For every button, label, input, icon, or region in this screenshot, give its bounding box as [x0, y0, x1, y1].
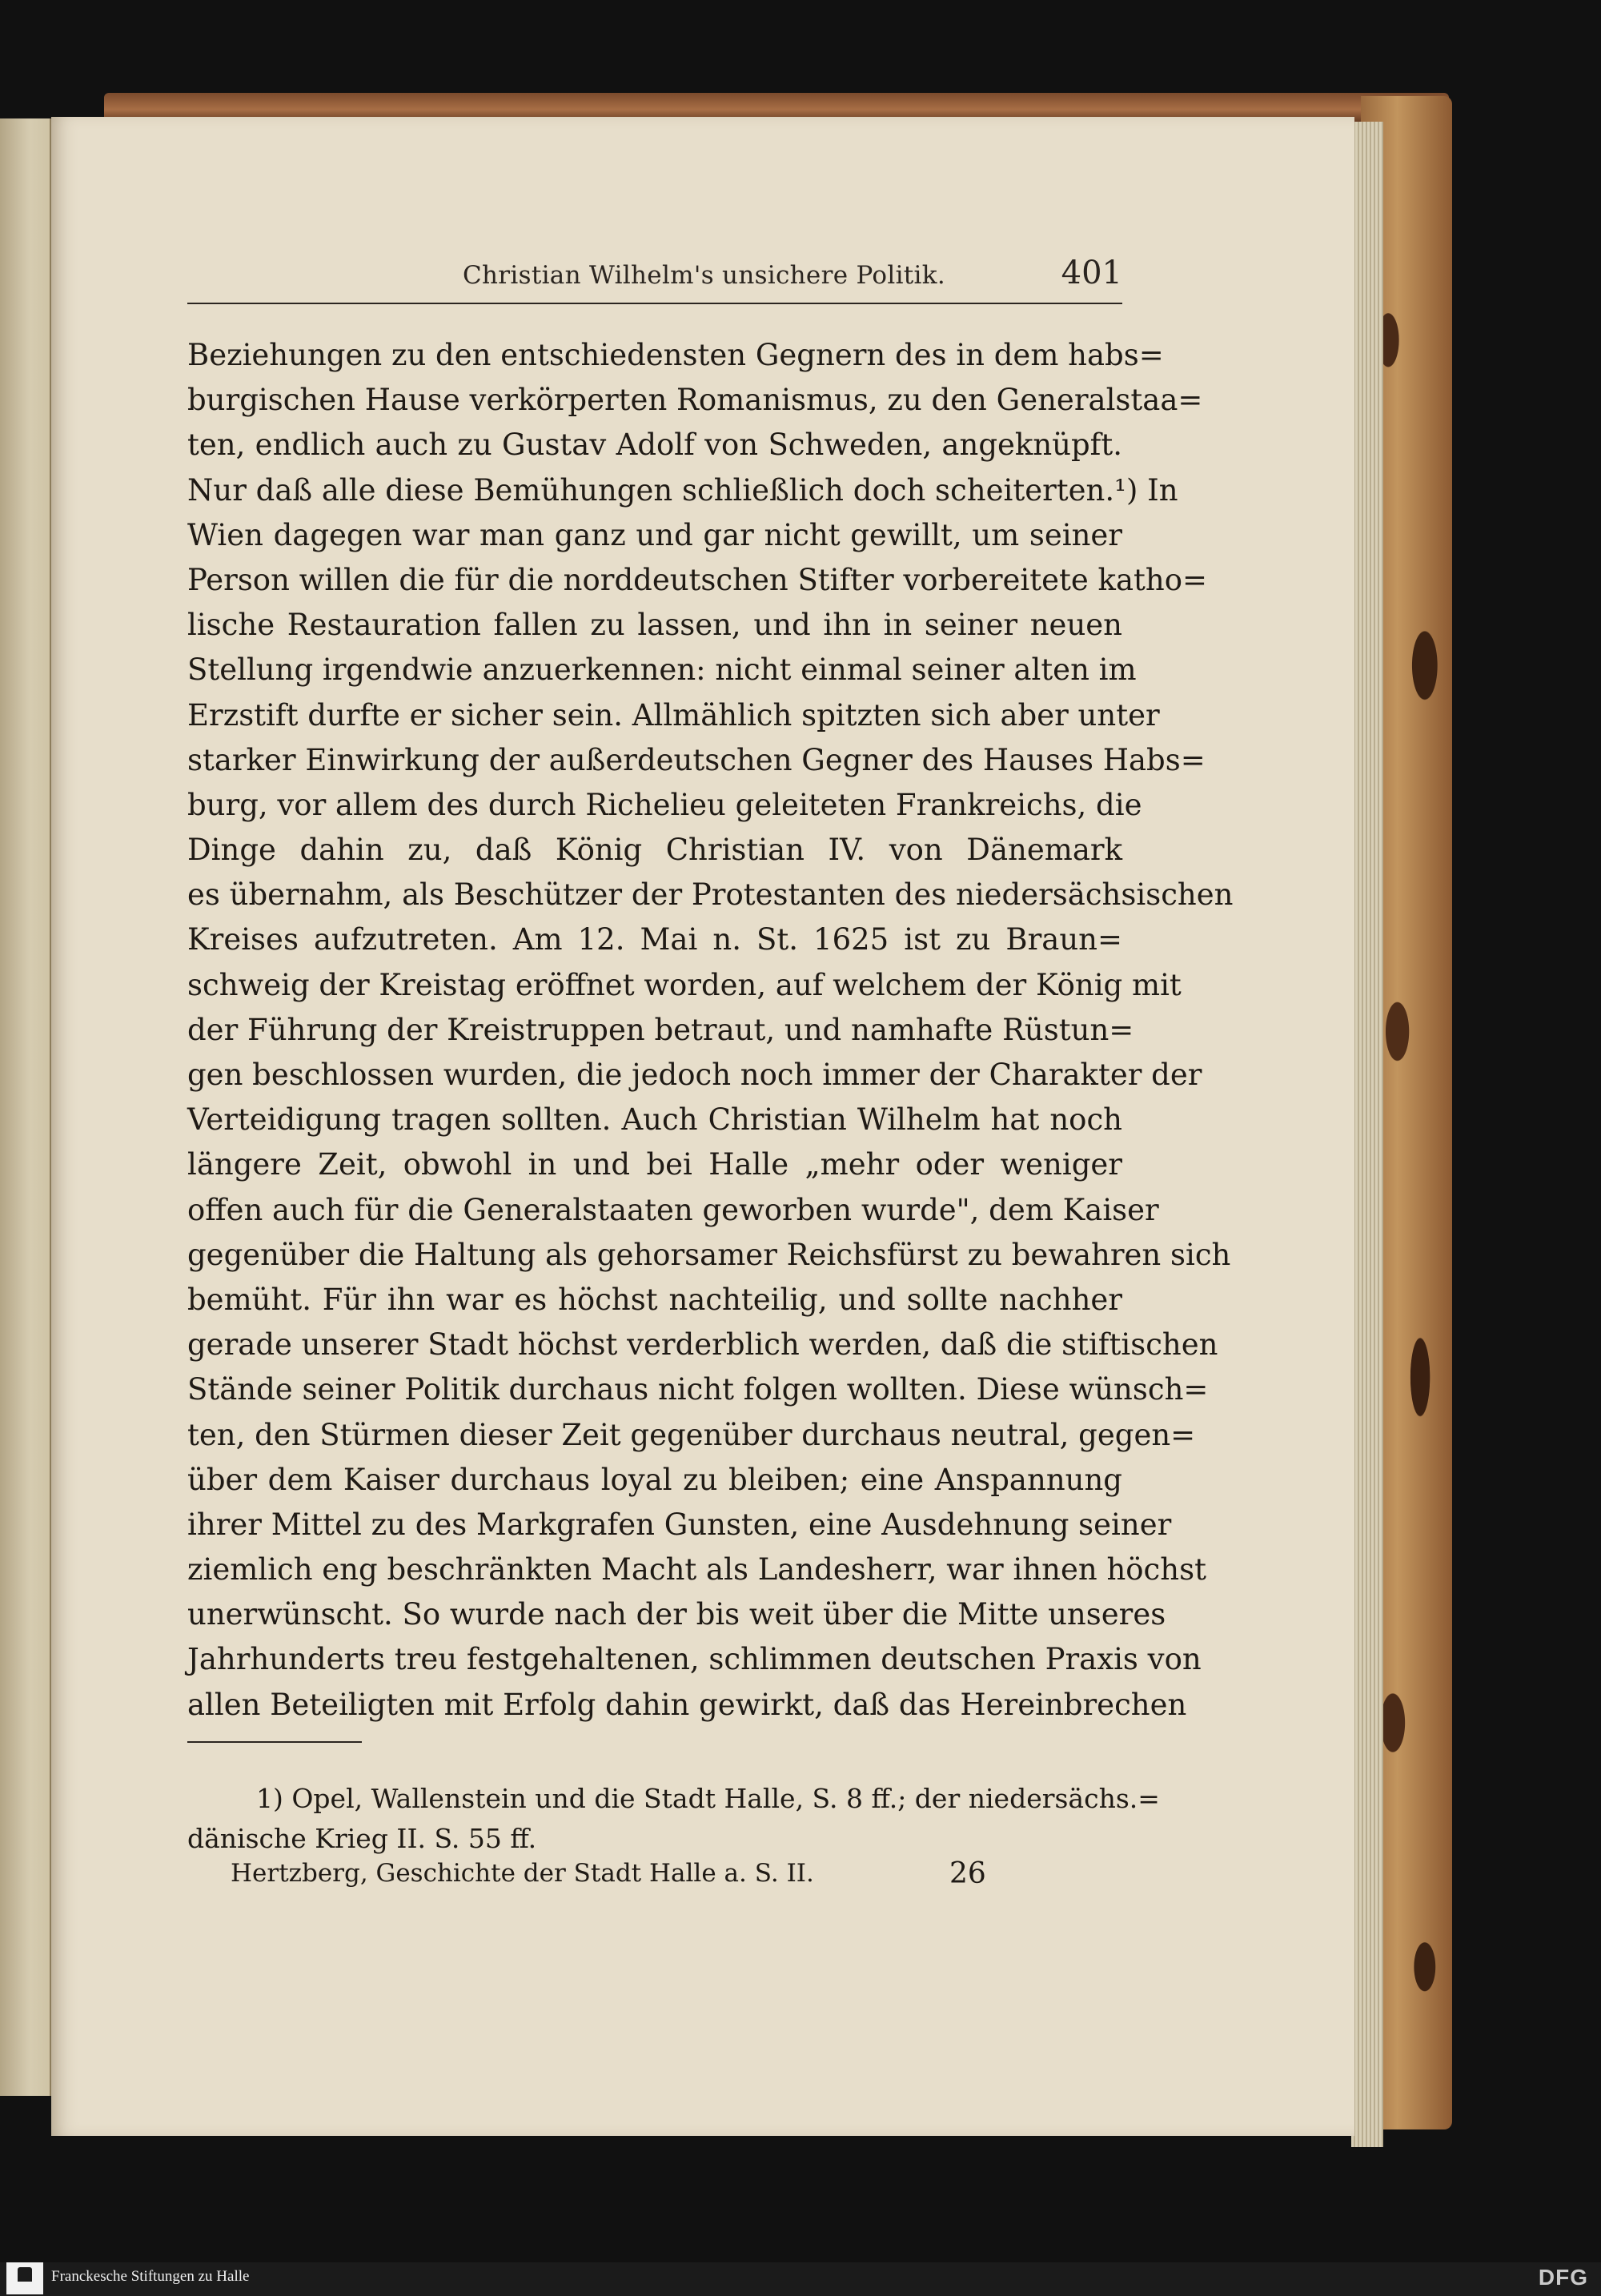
footnote-line: dänische Krieg II. S. 55 ff.: [187, 1823, 537, 1854]
text-line: Verteidigung tragen sollten. Auch Christian Wilhelm hat noch: [187, 1102, 1122, 1138]
page-block-edges: [1351, 122, 1383, 2147]
institution-name: Franckesche Stiftungen zu Halle: [51, 2268, 250, 2285]
text-line: Person willen die für die norddeutschen Stifter vorbereitete katho=: [187, 562, 1208, 597]
text-line: schweig der Kreistag eröffnet worden, auf welchem der König mit: [187, 967, 1182, 1002]
text-line: starker Einwirkung der außerdeutschen Gegner des Hauses Habs=: [187, 742, 1206, 777]
text-line: der Führung der Kreistruppen betraut, und namhafte Rüstun=: [187, 1012, 1134, 1047]
text-line: Beziehungen zu den entschiedensten Gegnern des in dem habs=: [187, 338, 1164, 372]
page-number: 401: [1061, 255, 1122, 291]
text-line: ziemlich eng beschränkten Macht als Landesherr, war ihnen höchst: [187, 1552, 1206, 1588]
dfg-logo: DFG: [1538, 2265, 1588, 2290]
text-line: ihrer Mittel zu des Markgrafen Gunsten, eine Ausdehnung seiner: [187, 1507, 1172, 1542]
body-text: [187, 333, 1234, 1728]
page-header: [187, 255, 1122, 304]
text-line: Stände seiner Politik durchaus nicht folgen wollten. Diese wünsch=: [187, 1372, 1209, 1407]
signature-number: 26: [949, 1857, 986, 1890]
text-line: gegenüber die Haltung als gehorsamer Reichsfürst zu bewahren sich: [187, 1237, 1231, 1272]
text-line: lische Restauration fallen zu lassen, und ihn in seiner neuen: [187, 608, 1122, 643]
text-line: Kreises aufzutreten. Am 12. Mai n. St. 1625 ist zu Braun=: [187, 922, 1122, 957]
text-line: offen auch für die Generalstaaten geworben wurde", dem Kaiser: [187, 1192, 1159, 1227]
text-line: Stellung irgendwie anzuerkennen: nicht einmal seiner alten im: [187, 652, 1137, 688]
institution-logo-icon: [6, 2262, 43, 2294]
text-line: bemüht. Für ihn war es höchst nachteilig, und sollte nachher: [187, 1282, 1122, 1317]
text-line: allen Beteiligten mit Erfolg dahin gewirkt, daß das Hereinbrechen: [187, 1687, 1187, 1722]
text-line: längere Zeit, obwohl in und bei Halle „mehr oder weniger: [187, 1147, 1122, 1182]
footnote-rule: [187, 1741, 362, 1743]
text-line: Wien dagegen war man ganz und gar nicht gewillt, um seiner: [187, 517, 1122, 552]
text-line: Jahrhunderts treu festgehaltenen, schlimmen deutschen Praxis von: [187, 1642, 1202, 1677]
text-line: unerwünscht. So wurde nach der bis weit über die Mitte unseres: [187, 1597, 1166, 1632]
text-line: gerade unserer Stadt höchst verderblich werden, daß die stiftischen: [187, 1327, 1218, 1363]
text-line: Erzstift durfte er sicher sein. Allmählich spitzten sich aber unter: [187, 697, 1160, 733]
signature-text: Hertzberg, Geschichte der Stadt Halle a. S. II.: [231, 1859, 814, 1888]
text-line: Nur daß alle diese Bemühungen schließlich doch scheiterten.¹) In: [187, 472, 1178, 508]
footnote-line: 1) Opel, Wallenstein und die Stadt Halle, S. 8 ff.; der niedersächs.=: [256, 1783, 1160, 1814]
text-line: ten, den Stürmen dieser Zeit gegenüber durchaus neutral, gegen=: [187, 1417, 1196, 1452]
footnote: [187, 1779, 1160, 1859]
text-line: über dem Kaiser durchaus loyal zu bleiben; eine Anspannung: [187, 1462, 1122, 1497]
text-line: burgischen Hause verkörperten Romanismus, zu den Generalstaa=: [187, 383, 1203, 418]
running-title: Christian Wilhelm's unsichere Politik.: [463, 261, 946, 290]
text-line: gen beschlossen wurden, die jedoch noch immer der Charakter der: [187, 1058, 1202, 1092]
text-line: ten, endlich auch zu Gustav Adolf von Schweden, angeknüpft.: [187, 427, 1122, 463]
text-line: Dinge dahin zu, daß König Christian IV. von Dänemark: [187, 833, 1122, 868]
text-line: es übernahm, als Beschützer der Protestanten des niedersächsischen: [187, 877, 1234, 913]
left-page-edge: [0, 118, 52, 2096]
text-line: burg, vor allem des durch Richelieu geleiteten Frankreichs, die: [187, 787, 1142, 822]
